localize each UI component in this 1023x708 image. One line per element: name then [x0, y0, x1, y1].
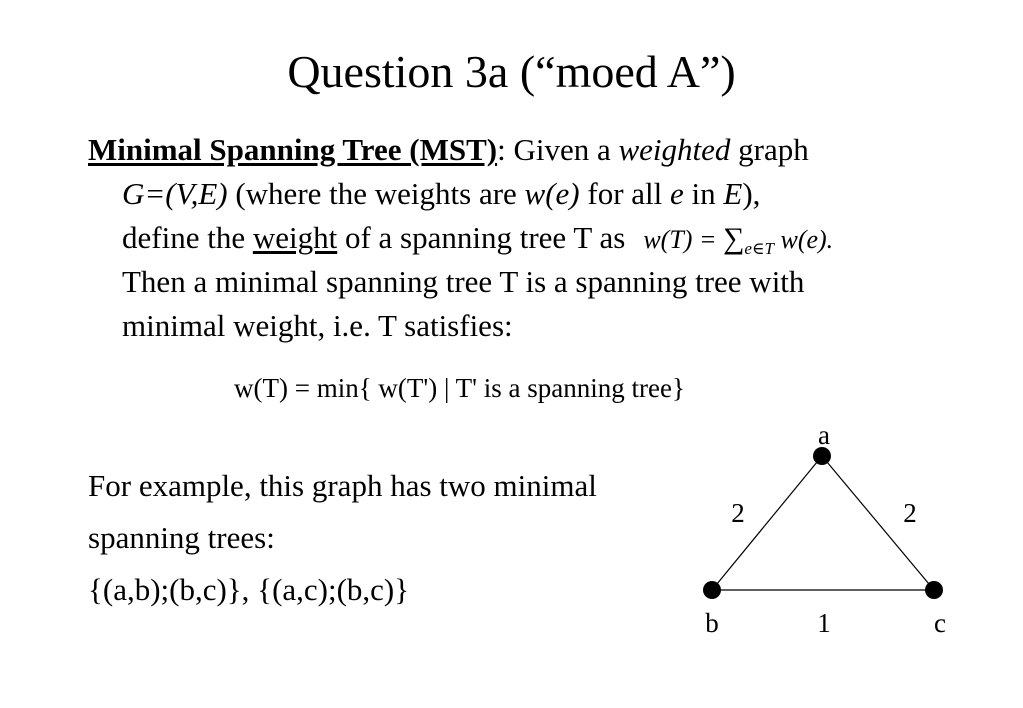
mst-formula: w(T) = min{ w(T') | T' is a spanning tree} — [234, 373, 685, 403]
term-colon: : — [497, 132, 506, 167]
node-c — [925, 581, 943, 599]
example-line-3: {(a,b);(b,c)}, {(a,c);(b,c)} — [88, 572, 410, 607]
example-line-2: spanning trees: — [88, 520, 275, 555]
example-graph — [680, 410, 980, 650]
edge-a-b — [712, 456, 822, 590]
sum-subscript: e∈T — [744, 239, 774, 258]
node-label-a: a — [818, 420, 830, 450]
sum-symbol: ∑ — [723, 222, 745, 255]
mst-term: Minimal Spanning Tree (MST) — [88, 132, 498, 167]
slide-title: Question 3a (“moed A”) — [287, 46, 736, 97]
edge-set-symbol: E — [723, 176, 743, 211]
def-text: define the — [122, 220, 253, 255]
example-text — [88, 460, 597, 616]
def-text: ), — [742, 176, 761, 211]
def-text: in — [683, 176, 724, 211]
edge-symbol: e — [670, 176, 684, 211]
edge-a-c — [822, 456, 934, 590]
example-line-1: For example, this graph has two minimal — [88, 468, 597, 503]
graph-notation: G=(V,E) — [122, 176, 228, 211]
definition-line-2 — [88, 172, 968, 216]
node-label-c: c — [934, 608, 946, 638]
node-b — [703, 581, 721, 599]
def-text: for all — [579, 176, 671, 211]
edge-weight-b-c: 1 — [817, 608, 831, 638]
weighted-word: weighted — [618, 132, 731, 167]
formula-rhs: w(e). — [773, 225, 834, 254]
def-text: of a spanning tree T as — [337, 220, 626, 255]
definition-line-5: minimal weight, i.e. T satisfies: — [122, 308, 513, 343]
weight-word: weight — [252, 220, 338, 255]
def-text: (where the weights are — [227, 176, 525, 211]
edge-weight-a-c: 2 — [903, 498, 917, 528]
definition-line-3 — [88, 216, 968, 260]
edge-weight-a-b: 2 — [731, 498, 745, 528]
definition-line-4: Then a minimal spanning tree T is a spanning tree with — [122, 264, 805, 299]
def-text: Given a — [505, 132, 619, 167]
formula-lhs: w(T) = — [643, 225, 723, 254]
definition-line-1 — [88, 128, 968, 172]
node-label-b: b — [705, 608, 719, 638]
weight-function: w(e) — [524, 176, 580, 211]
mst-definition — [88, 128, 968, 348]
def-text: graph — [730, 132, 809, 167]
